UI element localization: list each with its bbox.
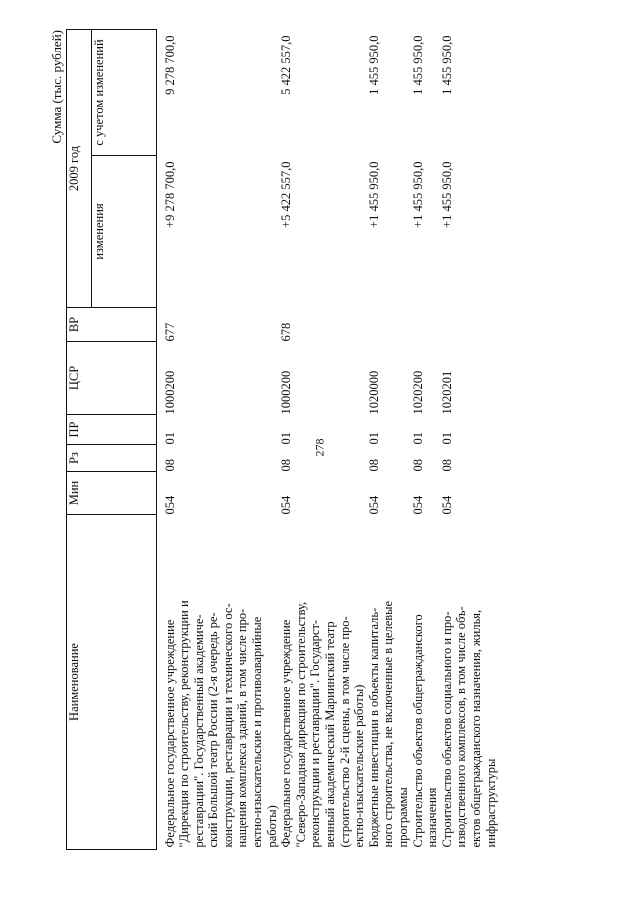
row-name-line: "Дирекция по строительству, реконструкции и xyxy=(177,600,192,848)
row-csr: 1000200 xyxy=(162,370,177,415)
table-row xyxy=(411,29,440,849)
row-name-line: ектно-изыскательские и противоаварийные xyxy=(250,616,265,848)
page-number-text: 278 xyxy=(312,438,327,457)
row-name-line: венный академический Мариинский театр xyxy=(323,621,338,848)
row-total: 9 278 700,0 xyxy=(162,35,177,95)
row-csr: 1020200 xyxy=(410,370,425,415)
table-row xyxy=(440,29,498,849)
row-name-line: Бюджетные инвестиции в объекты капиталь- xyxy=(366,607,381,848)
row-name xyxy=(440,515,498,850)
header-vr: ВР xyxy=(67,308,157,342)
row-pr: 01 xyxy=(439,432,454,445)
row-name-line: реставрации". Государственный академиче- xyxy=(191,614,206,848)
row-total: 1 455 950,0 xyxy=(439,35,454,95)
row-name-line: Строительство объектов общегражданского xyxy=(410,614,425,848)
header-pr: ПР xyxy=(67,415,157,445)
header-min: Мин xyxy=(67,472,157,515)
row-total: 1 455 950,0 xyxy=(366,35,381,95)
row-total: 1 455 950,0 xyxy=(410,35,425,95)
row-csr: 1000200 xyxy=(279,370,294,415)
header-year: 2009 год xyxy=(67,29,92,307)
row-pr: 01 xyxy=(410,432,425,445)
row-name-line: нащения комплекса зданий, в том числе про- xyxy=(235,608,250,848)
row-change: +9 278 700,0 xyxy=(162,161,177,228)
row-name-line: инфраструктуры xyxy=(483,758,498,848)
row-pr: 01 xyxy=(279,432,294,445)
row-vr: 677 xyxy=(162,322,177,342)
rotated-page-content xyxy=(50,30,590,850)
row-rz: 08 xyxy=(279,459,294,472)
row-name-line: Федеральное государственное учреждение xyxy=(162,619,177,848)
row-csr: 1020000 xyxy=(366,370,381,415)
row-name-line: ного строительства, не включенные в целевые xyxy=(381,600,396,848)
header-name: Наименование xyxy=(67,515,157,850)
unit-caption: Сумма (тыс. рублей) xyxy=(49,30,64,144)
row-name-line: Строительство объектов социального и про- xyxy=(439,611,454,848)
row-name-line: (строительство 2-й сцены, в том числе про- xyxy=(337,616,352,848)
row-change: +1 455 950,0 xyxy=(410,161,425,228)
row-vr xyxy=(411,308,440,342)
table-row xyxy=(279,29,367,849)
row-min: 054 xyxy=(439,495,454,515)
row-rz: 08 xyxy=(410,459,425,472)
row-name-line: назначения xyxy=(425,787,440,848)
row-name-line: реконструкции и реставрации". Государст- xyxy=(308,619,323,848)
row-pr: 01 xyxy=(366,432,381,445)
header-changes: изменения xyxy=(92,156,157,308)
table-row xyxy=(367,29,411,849)
row-vr: 678 xyxy=(279,322,294,342)
row-csr: 1020201 xyxy=(439,370,454,415)
row-min: 054 xyxy=(279,495,294,515)
row-change: +1 455 950,0 xyxy=(439,161,454,228)
budget-table xyxy=(66,29,498,850)
table-row xyxy=(163,29,280,849)
table-body xyxy=(157,29,499,849)
row-vr xyxy=(367,308,411,342)
row-min: 054 xyxy=(410,495,425,515)
row-name-line: Федеральное государственное учреждение xyxy=(279,619,294,848)
table-header xyxy=(67,29,157,849)
row-name-line: "Северо-Западная дирекция по строительству, xyxy=(293,601,308,848)
row-name-line: изводственного комплексов, в том числе объ- xyxy=(454,606,469,848)
header-with-changes: с учетом изменений xyxy=(92,29,157,155)
row-rz: 08 xyxy=(162,459,177,472)
row-vr xyxy=(440,308,498,342)
row-min: 054 xyxy=(366,495,381,515)
row-name-line: работы) xyxy=(264,805,279,848)
row-name xyxy=(163,515,280,850)
row-min: 054 xyxy=(162,495,177,515)
row-name-line: конструкции, реставрации и технического ос- xyxy=(220,603,235,848)
header-rz: Рз xyxy=(67,445,157,472)
row-name-line: программы xyxy=(396,787,410,848)
header-csr: ЦСР xyxy=(67,342,157,415)
row-name-line: ский Большой театр России (2-я очередь ре- xyxy=(206,612,221,848)
row-total: 5 422 557,0 xyxy=(279,35,294,95)
row-rz: 08 xyxy=(366,459,381,472)
row-name-line: ектно-изыскательские работы) xyxy=(352,684,367,848)
row-name xyxy=(411,515,440,850)
row-name-line: ектов общегражданского назначения, жилья, xyxy=(468,609,483,848)
row-change: +1 455 950,0 xyxy=(366,161,381,228)
row-name xyxy=(367,515,411,850)
row-pr: 01 xyxy=(162,432,177,445)
row-rz: 08 xyxy=(439,459,454,472)
row-name xyxy=(279,515,367,850)
row-change: +5 422 557,0 xyxy=(279,161,294,228)
